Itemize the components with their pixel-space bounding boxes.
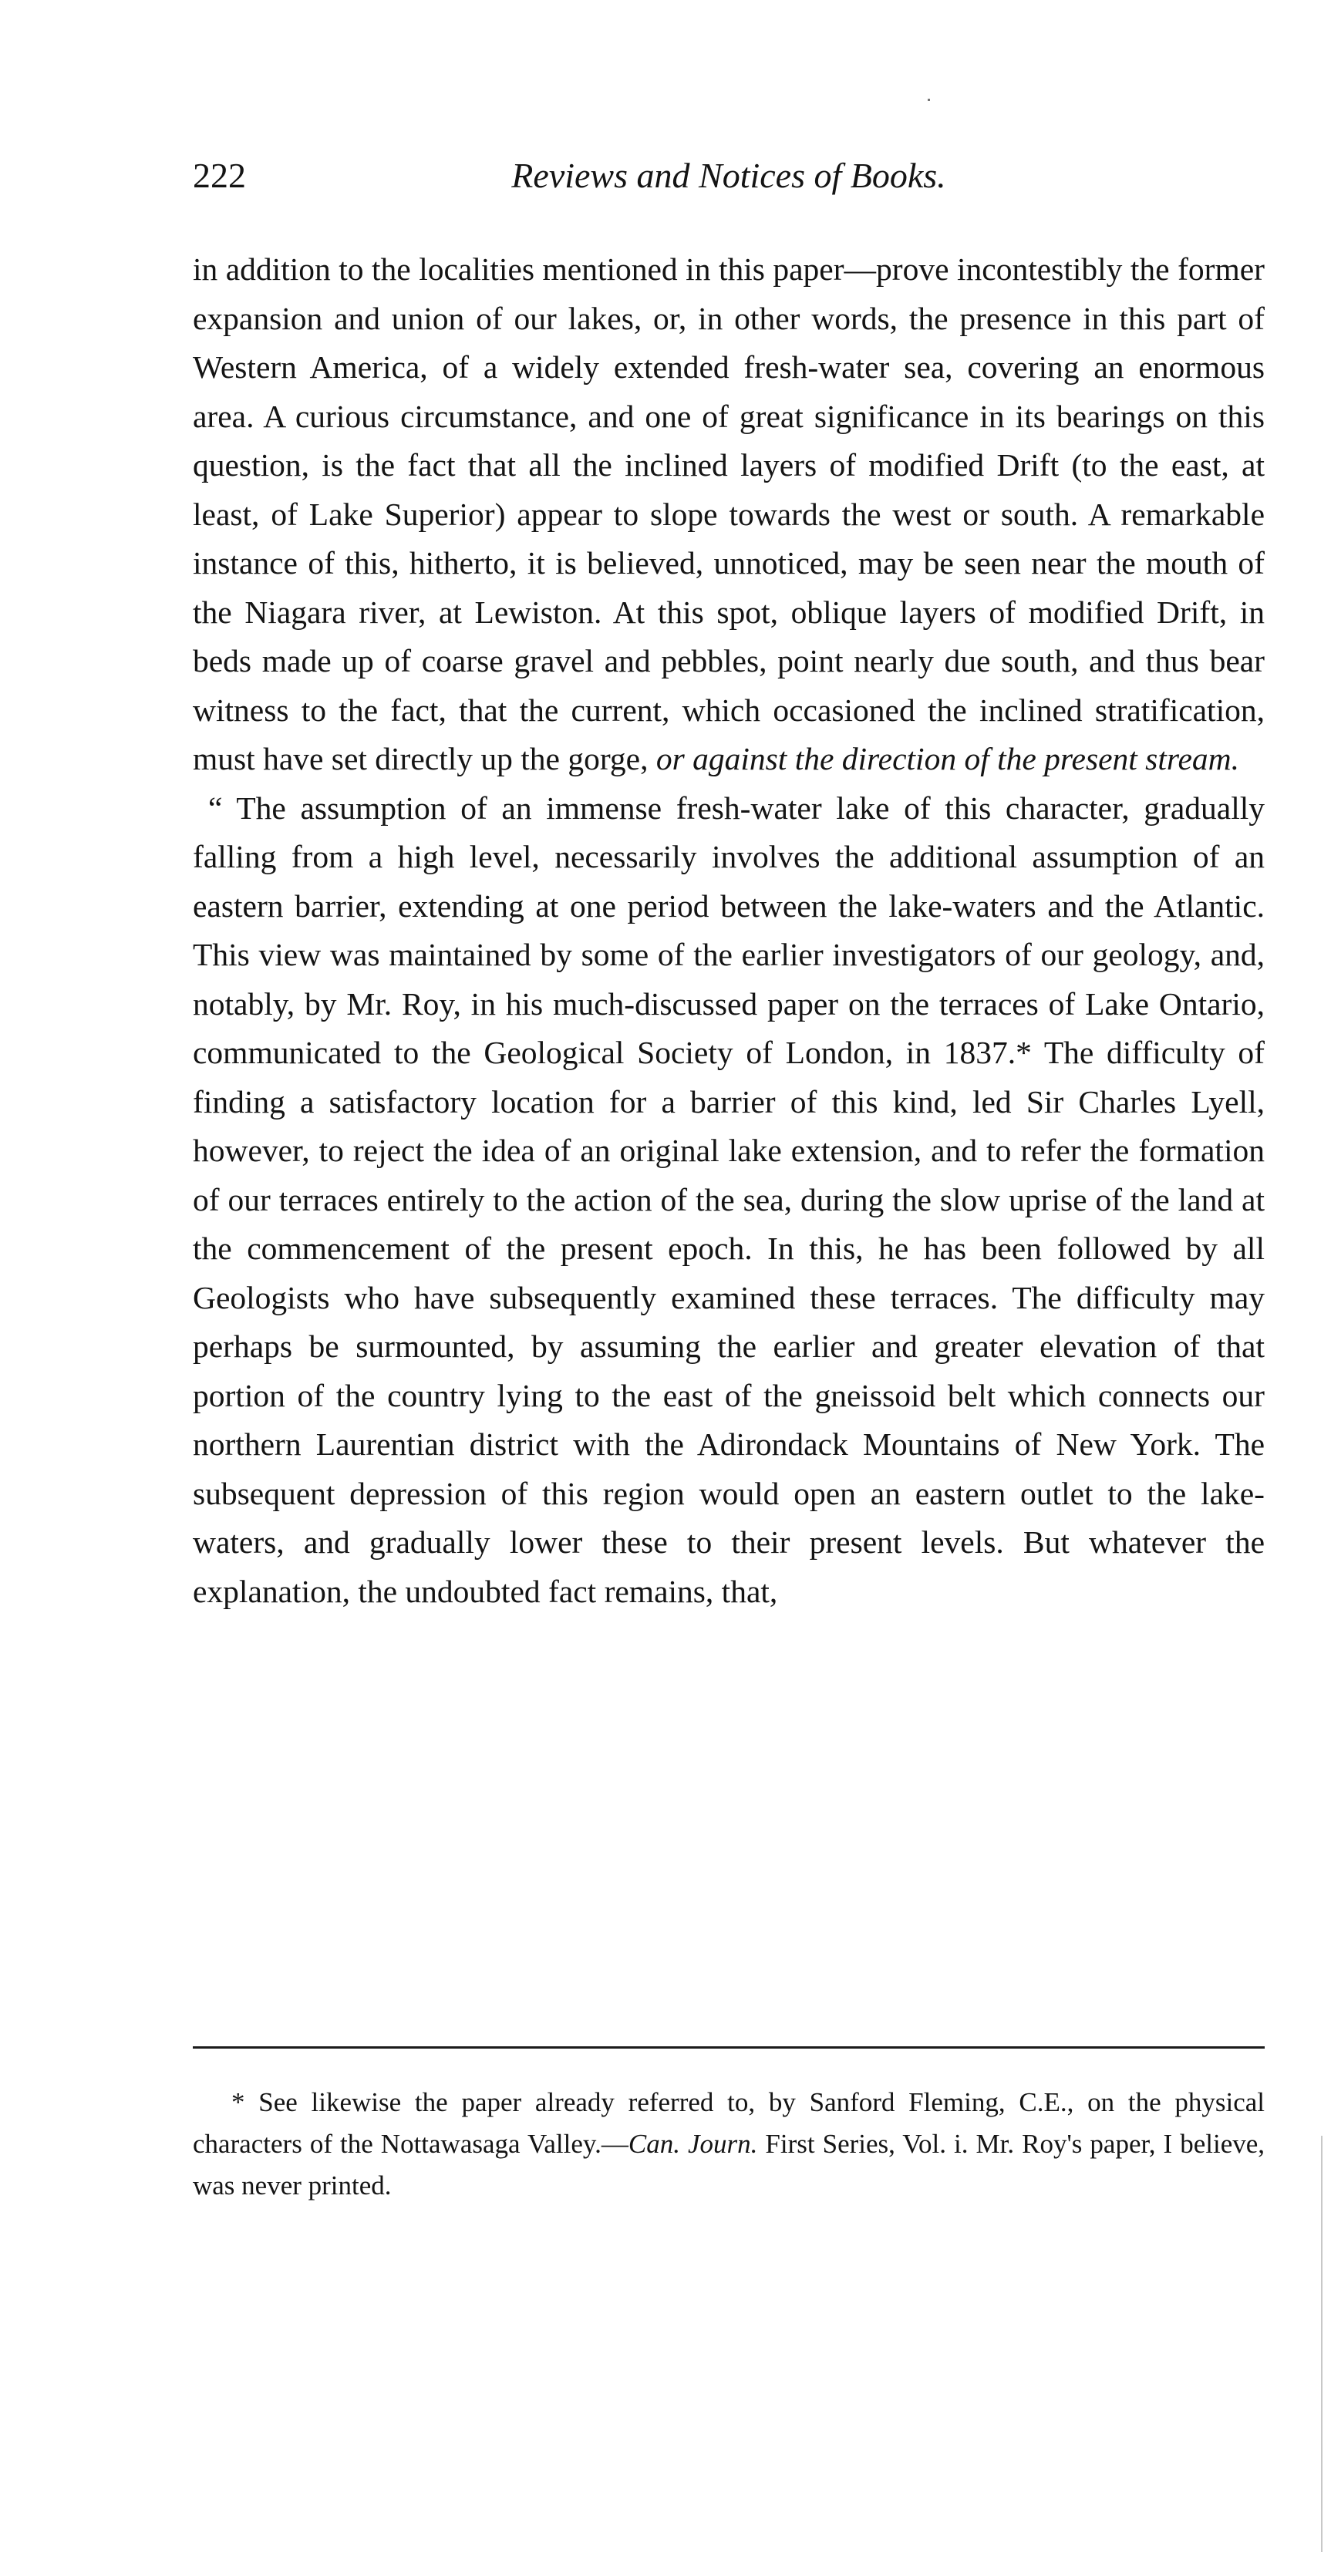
running-title: Reviews and Notices of Books. bbox=[511, 156, 946, 195]
footnote-text: * See likewise the paper already referred to, by Sanford Fleming, C.E., on the physical characters of the Nottawasaga Valley.— bbox=[193, 2087, 1265, 2159]
footnote-italic: Can. Journ. bbox=[628, 2129, 758, 2159]
footnote bbox=[193, 2082, 1265, 2207]
page-number: 222 bbox=[193, 156, 246, 195]
footnote-divider bbox=[193, 2046, 1265, 2049]
italic-phrase: or against the direction of the present stream. bbox=[655, 741, 1239, 776]
scan-edge-line bbox=[1321, 2136, 1323, 2552]
book-page bbox=[193, 0, 1265, 2576]
footnote-text-end: First Series, Vol. i. Mr. Roy's paper, I believe, was never printed. bbox=[193, 2129, 1265, 2201]
scan-mark-top bbox=[928, 99, 930, 101]
footnotes bbox=[193, 2082, 1265, 2207]
page-header bbox=[193, 153, 1265, 207]
body-text bbox=[193, 245, 1265, 1616]
paragraph-continued bbox=[193, 245, 1265, 784]
paragraph-text: in addition to the localities mentioned in this paper—prove incontestibly the former expansion and union of our lakes, or, in other words, the presence in this part of Western America, of a widely extended fresh-water sea, covering an enormous area. A curious circumstance, and one of great significance in its bearings on this question, is the fact that all the inclined layers of modified Drift (to the east, at least, of Lake Superior) appear to slope towards the west or south. A remarkable instance of this, hitherto, it is believed, unnoticed, may be seen near the mouth of the Niagara river, at Lewiston. At this spot, oblique layers of modified Drift, in beds made up of coarse gravel and pebbles, point nearly due south, and thus bear witness to the fact, that the current, which occasioned the inclined stratification, must have set directly up the gorge, bbox=[193, 251, 1265, 776]
paragraph-quotation: “ The assumption of an immense fresh-water lake of this character, gradually falling from a high level, necessarily involves the additional assumption of an eastern barrier, extending at one period between the lake-waters and the Atlantic. This view was maintained by some of the earlier investigators of our geology, and, notably, by Mr. Roy, in his much-discussed paper on the terraces of Lake Ontario, communicated to the Geological Society of London, in 1837.* The difficulty of finding a satisfactory location for a barrier of this kind, led Sir Charles Lyell, however, to reject the idea of an original lake extension, and to refer the formation of our terraces entirely to the action of the sea, during the slow uprise of the land at the commencement of the present epoch. In this, he has been followed by all Geologists who have subsequently examined these terraces. The difficulty may perhaps be surmounted, by assuming the earlier and greater elevation of that portion of the country lying to the east of the gneissoid belt which connects our northern Laurentian district with the Adirondack Mountains of New York. The subsequent depression of this region would open an eastern outlet to the lake-waters, and gradually lower these to their present levels. But whatever the explanation, the undoubted fact remains, that, bbox=[193, 790, 1265, 1609]
